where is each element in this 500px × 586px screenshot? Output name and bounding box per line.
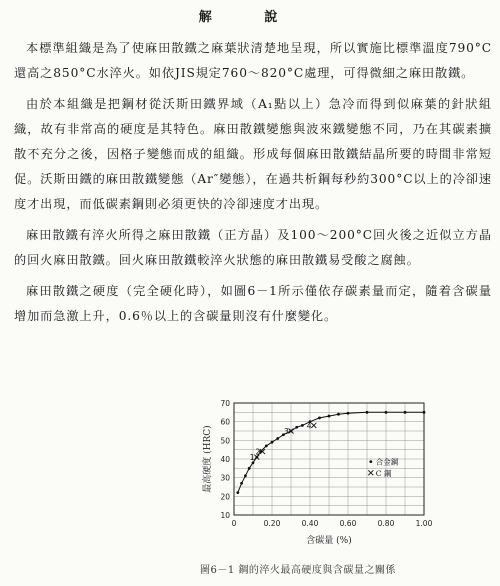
y-tick-label: 20 xyxy=(220,492,230,502)
page-heading: 解 說 xyxy=(198,10,302,25)
y-tick-label: 10 xyxy=(220,511,230,520)
paragraph-3: 麻田散鐵有淬火所得之麻田散鐵（正方晶）及100～200°C回火後之近似立方晶的回火麻田散鐵。回火麻田散鐵較淬火狀態的麻田散鐵易受酸之腐蝕。 xyxy=(14,228,492,267)
paragraph-4: 麻田散鐵之硬度（完全硬化時），如圖6－1所示僅依存碳素量而定，隨着含碳量增加而急激上升，0.6％以上的含碳量則沒有什麼變化。 xyxy=(14,284,492,323)
point-number-label: 1 xyxy=(249,453,255,463)
alloy-steel-point xyxy=(423,411,426,414)
y-tick-label: 30 xyxy=(220,473,230,483)
y-tick-label: 60 xyxy=(220,417,230,427)
x-tick-label: 0.40 xyxy=(301,519,319,528)
alloy-steel-point xyxy=(366,411,369,414)
point-number-label: 3 xyxy=(284,427,289,436)
chart-marks xyxy=(236,411,425,494)
hardness-chart xyxy=(196,395,446,557)
y-tick-label: 40 xyxy=(220,455,230,464)
alloy-steel-point xyxy=(244,474,247,477)
point-number-label: 4 xyxy=(306,421,312,431)
body-text xyxy=(14,36,492,329)
legend-carbon-steel: C 鋼 xyxy=(375,468,392,478)
hardness-curve xyxy=(238,412,424,492)
alloy-steel-point xyxy=(385,411,388,414)
alloy-steel-point xyxy=(328,415,331,418)
alloy-steel-point xyxy=(404,411,407,414)
alloy-steel-point xyxy=(271,441,274,444)
x-tick-label: 0 xyxy=(231,519,237,528)
x-tick-label: 0.20 xyxy=(263,519,281,528)
alloy-steel-point xyxy=(318,417,321,420)
figure-6-1 xyxy=(196,395,446,557)
alloy-steel-point xyxy=(295,426,298,429)
alloy-steel-point xyxy=(276,437,279,440)
point-number-label: 2 xyxy=(255,447,261,457)
alloy-steel-point xyxy=(240,482,243,485)
legend-dot-marker xyxy=(369,460,372,463)
x-tick-label: 0.60 xyxy=(339,519,357,528)
figure-caption: 圖6－1 鋼的淬火最高硬度與含碳量之關係 xyxy=(200,565,396,576)
alloy-steel-point xyxy=(236,491,239,494)
y-axis-label: 最高硬度 (HRC) xyxy=(203,425,213,493)
x-tick-label: 0.80 xyxy=(377,519,395,528)
x-tick-label: 1.00 xyxy=(415,519,433,528)
alloy-steel-point xyxy=(337,413,340,416)
y-tick-label: 70 xyxy=(220,399,230,408)
alloy-steel-point xyxy=(347,412,350,415)
alloy-steel-point xyxy=(248,467,251,470)
chart-legend xyxy=(368,457,398,478)
alloy-steel-point xyxy=(265,445,268,448)
x-axis-label: 含碳量 (%) xyxy=(306,536,352,546)
carbon-steel-point xyxy=(311,423,316,428)
paragraph-2: 由於本組織是把鋼材從沃斯田鐵界域（A₁點以上）急冷而得到似麻葉的針狀組織，故有非常高的硬度是其特色。麻田散鐵變態與波來鐵變態不同，乃在其碳素擴散不充分之後，因格子變態而成的組織。形成每個麻田散鐵結晶所要的時間非常短促。沃斯田鐵的麻田散鐵變態（Ar″變態），在過共析鋼每秒約300°C以上的冷卻速度才出現，而低碳素鋼則必須更快的冷卻速度才出現。 xyxy=(14,97,492,211)
alloy-steel-point xyxy=(301,424,304,427)
legend-alloy-steel: 合金鋼 xyxy=(375,457,399,467)
paragraph-1: 本標準組織是為了使麻田散鐵之麻葉狀清楚地呈現，所以實施比標準溫度790°C還高之850°C水淬火。如依JIS規定760～820°C處理，可得微細之麻田散鐵。 xyxy=(14,41,492,80)
fit-curve xyxy=(238,412,424,492)
y-tick-label: 50 xyxy=(220,436,230,446)
